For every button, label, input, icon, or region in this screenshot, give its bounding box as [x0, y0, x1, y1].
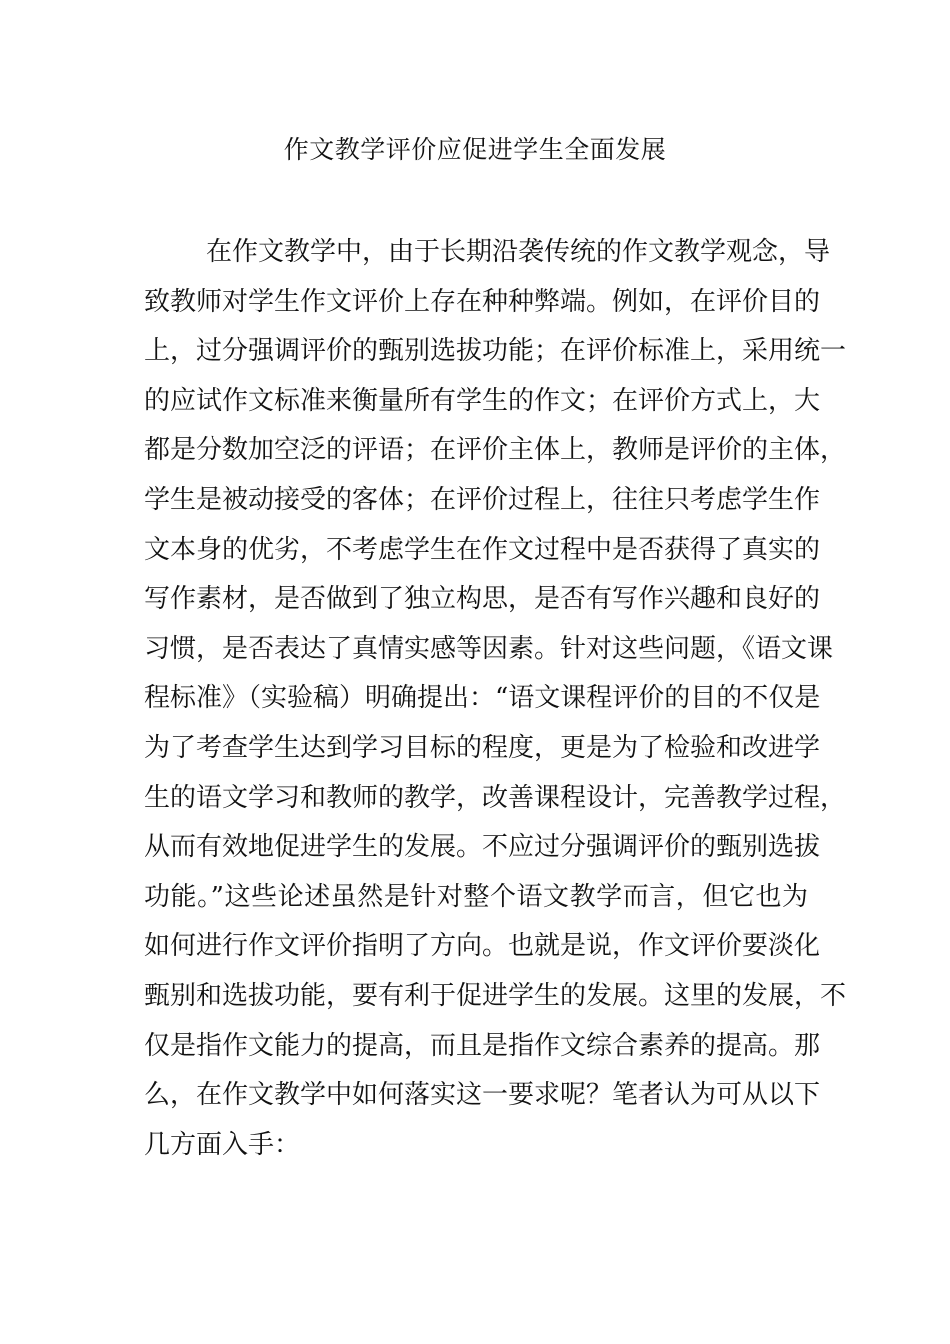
paragraph-line: 甄别和选拔功能，要有利于促进学生的发展。这里的发展，不 [144, 980, 847, 1011]
paragraph-line: 为了考查学生达到学习目标的程度，更是为了检验和改进学 [144, 732, 821, 763]
paragraph-line: 习惯，是否表达了真情实感等因素。针对这些问题，《语文课 [144, 633, 834, 664]
paragraph-line: 几方面入手： [144, 1129, 301, 1160]
paragraph-line: 学生是被动接受的客体；在评价过程上，往往只考虑学生作 [144, 484, 821, 515]
paragraph-line: 功能。”这些论述虽然是针对整个语文教学而言，但它也为 [144, 881, 808, 912]
paragraph-line: 在作文教学中，由于长期沿袭传统的作文教学观念，导 [206, 237, 831, 267]
document-title: 作文教学评价应促进学生全面发展 [283, 135, 667, 164]
paragraph-line: 么，在作文教学中如何落实这一要求呢？笔者认为可从以下 [144, 1080, 821, 1111]
body-paragraph [144, 228, 847, 1170]
paragraph-line: 写作素材，是否做到了独立构思，是否有写作兴趣和良好的 [144, 584, 821, 615]
paragraph-line: 上，过分强调评价的甄别选拔功能；在评价标准上，采用统一 [144, 336, 847, 367]
paragraph-line: 程标准》（实验稿）明确提出：“语文课程评价的目的不仅是 [144, 683, 821, 714]
paragraph-line: 的应试作文标准来衡量所有学生的作文；在评价方式上，大 [144, 385, 821, 416]
paragraph-line: 文本身的优劣，不考虑学生在作文过程中是否获得了真实的 [144, 534, 821, 565]
paragraph-line: 如何进行作文评价指明了方向。也就是说，作文评价要淡化 [144, 931, 821, 962]
paragraph-line: 致教师对学生作文评价上存在种种弊端。例如，在评价目的 [144, 286, 821, 317]
paragraph-line: 都是分数加空泛的评语；在评价主体上，教师是评价的主体， [144, 435, 847, 466]
paragraph-line: 生的语文学习和教师的教学，改善课程设计，完善教学过程， [144, 782, 847, 813]
paragraph-line: 仅是指作文能力的提高，而且是指作文综合素养的提高。那 [144, 1030, 821, 1061]
paragraph-line: 从而有效地促进学生的发展。不应过分强调评价的甄别选拔 [144, 832, 821, 863]
